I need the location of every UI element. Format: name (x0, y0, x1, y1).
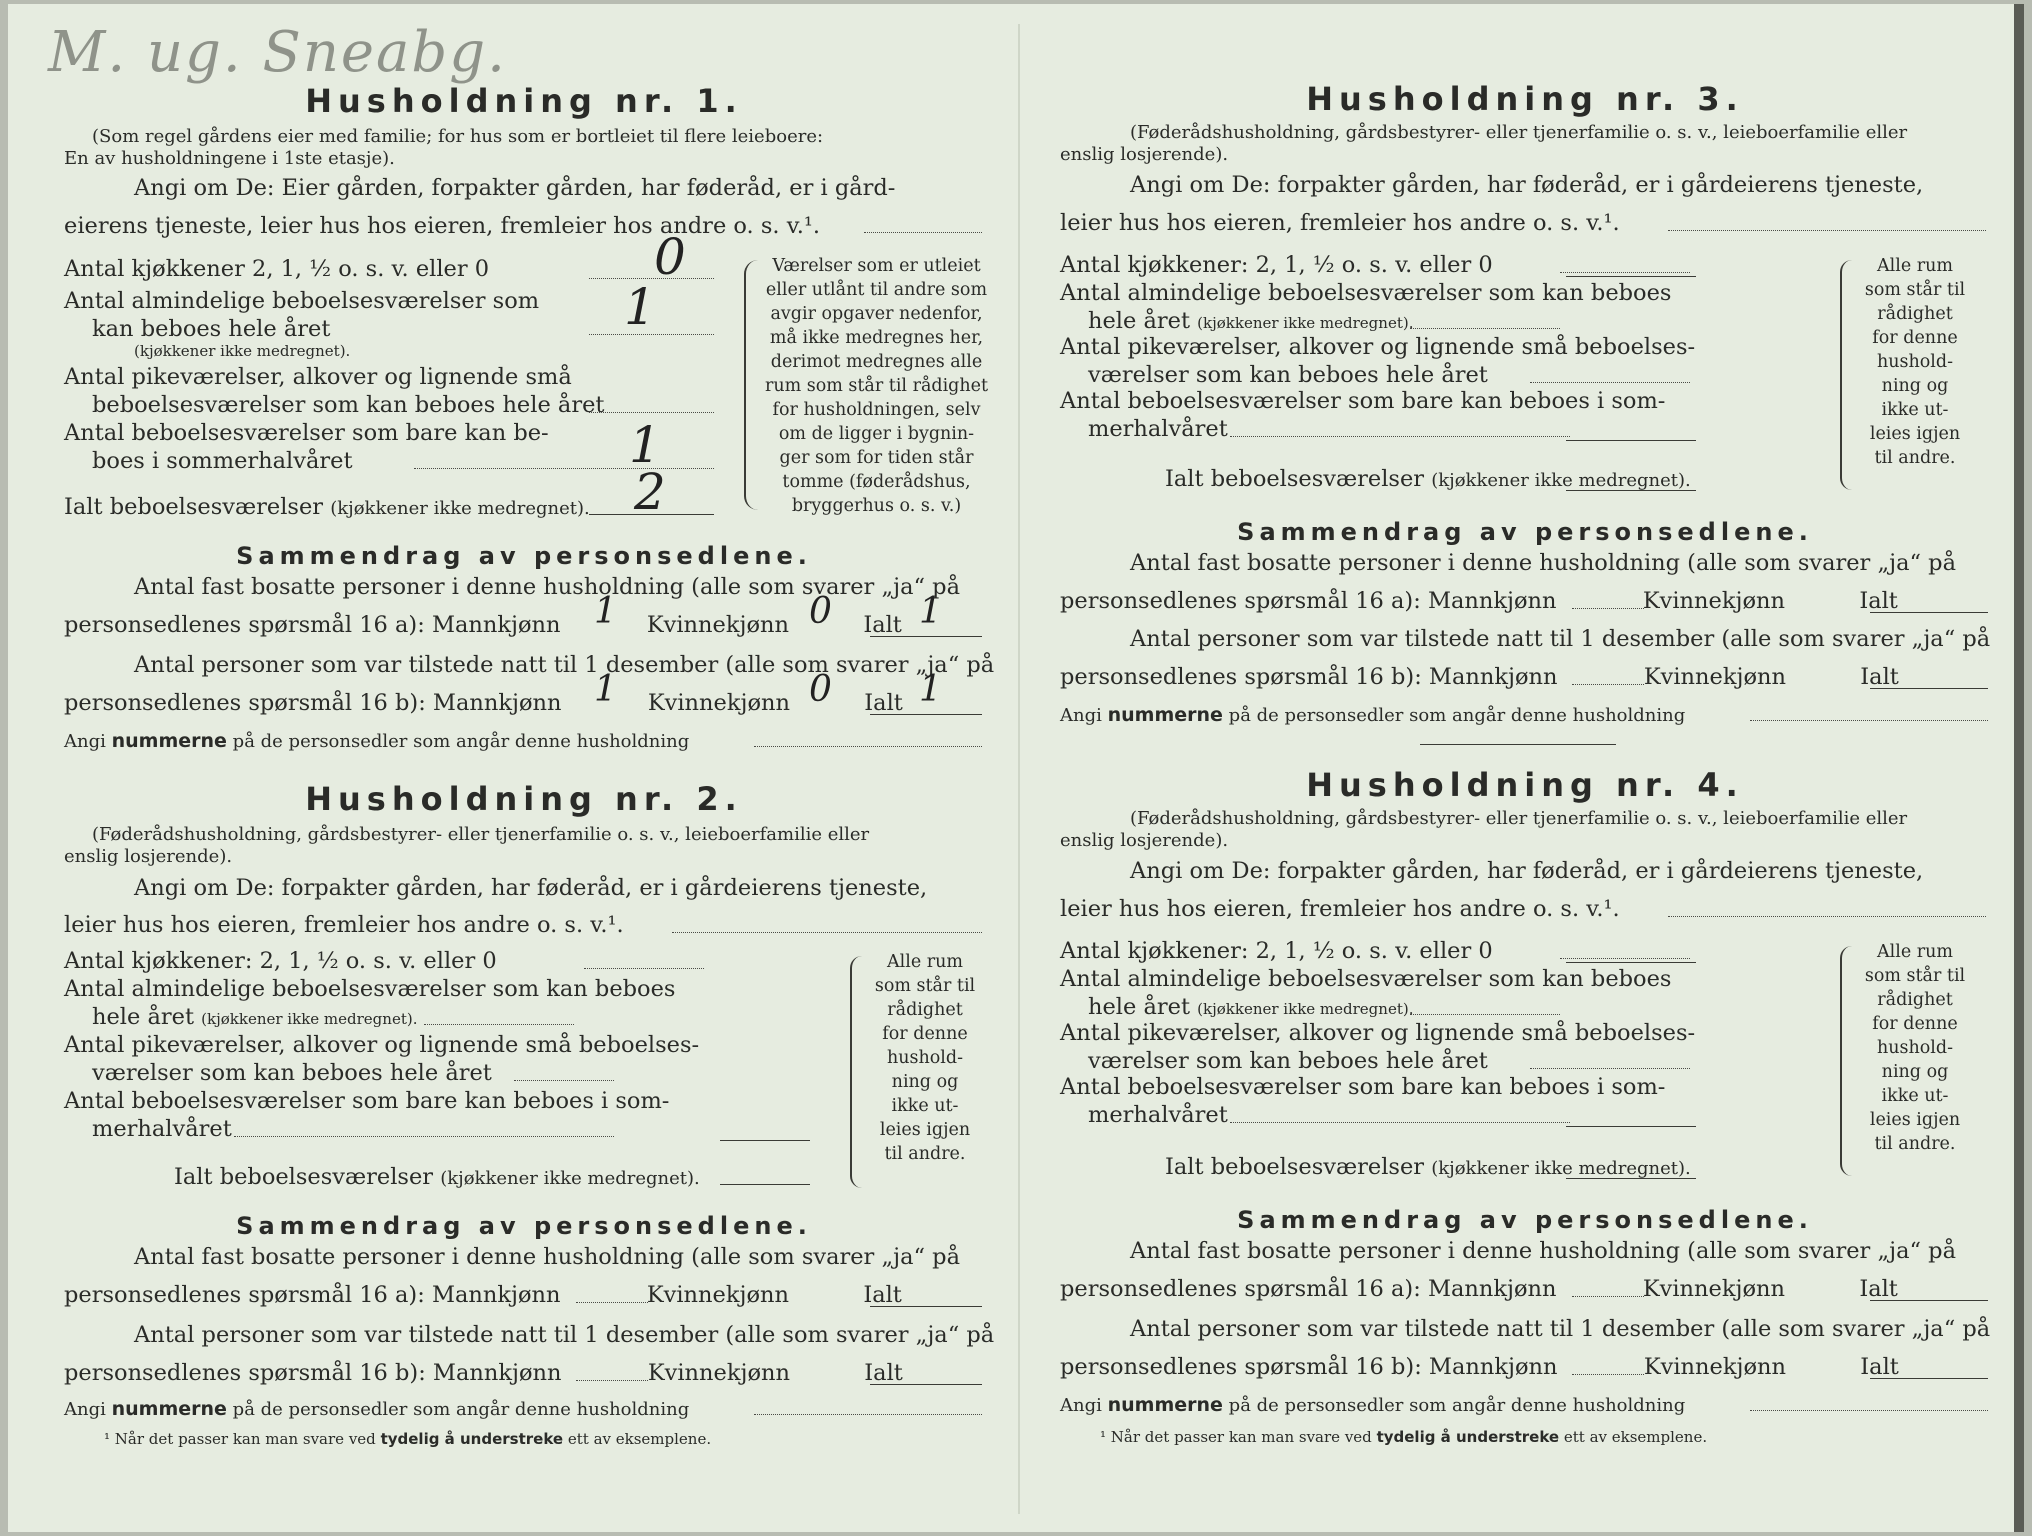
q-ialt-label: Ialt beboelsesværelser (64, 494, 324, 520)
answer-line (1668, 916, 1986, 917)
q-pikevaerelser: Antal pikeværelser, alkover og lignende små beboelses- (1060, 1020, 1696, 1046)
angi-bold: nummerne (111, 1398, 227, 1420)
summary-question: personsedlenes spørsmål 16 a): Mannkjønn (64, 1282, 561, 1308)
q-almindelige-text: hele året (1088, 994, 1190, 1020)
summary-line (64, 1362, 903, 1385)
answer-line (1560, 272, 1690, 273)
q-ialt-note: (kjøkkener ikke medregnet). (1431, 470, 1691, 491)
summary-line: Antal fast bosatte personer i denne husholdning (alle som svarer „ja“ på (1130, 550, 1956, 576)
ialt-label: Ialt (864, 690, 903, 716)
summary-question: personsedlenes spørsmål 16 b): Mannkjønn (64, 1360, 562, 1386)
q-sommer: merhalvåret (92, 1116, 232, 1142)
angi-text: på de personsedler som angår denne husholdning (1228, 705, 1686, 726)
q-sommer: Antal beboelsesværelser som bare kan beboes i som- (1060, 388, 1666, 414)
kvinne-label: Kvinnekjønn (1642, 1276, 1785, 1302)
section-separator (1420, 744, 1616, 745)
summary-line: Antal personer som var tilstede natt til 1 desember (alle som svarer „ja“ på (134, 1322, 995, 1348)
intro-line: (Føderådshusholdning, gårdsbestyrer- eller tjenerfamilie o. s. v., leieboerfamilie eller (1130, 808, 1908, 829)
q-pikevaerelser: værelser som kan beboes hele året (1088, 1048, 1488, 1074)
q-ialt (1165, 1156, 1691, 1179)
angi-text: Angi (64, 731, 106, 752)
intro-line: En av husholdningene i 1ste etasje). (64, 148, 395, 169)
summary-line (64, 692, 903, 715)
answer-line (720, 1184, 810, 1185)
footnote (104, 1430, 711, 1448)
handwritten-value: 1 (594, 591, 617, 632)
q-almindelige: kan beboes hele året (92, 316, 331, 342)
side-note: Alle rum som står til rådighet for denne hushold- ning og ikke ut- leies igjen til andre. (1864, 256, 1966, 468)
summary-line (1060, 590, 1898, 613)
angi-bold: nummerne (1107, 1394, 1223, 1416)
q-ialt-label: Ialt beboelsesværelser (1165, 466, 1425, 492)
handwritten-value: 1 (629, 416, 661, 474)
answer-line (1230, 436, 1570, 437)
answer-line (864, 232, 982, 233)
handwritten-value: 1 (919, 591, 942, 632)
q-sommer: Antal beboelsesværelser som bare kan be- (64, 420, 549, 446)
angi-text: på de personsedler som angår denne husholdning (232, 731, 690, 752)
ialt-label: Ialt (863, 612, 902, 638)
summary-question: personsedlenes spørsmål 16 b): Mannkjønn (1060, 1354, 1558, 1380)
summary-question: personsedlenes spørsmål 16 a): Mannkjønn (1060, 1276, 1557, 1302)
answer-line (754, 746, 982, 747)
handwritten-value: 2 (634, 463, 666, 521)
q-ialt-label: Ialt beboelsesværelser (174, 1164, 434, 1190)
answer-line (672, 932, 982, 933)
q-almindelige (1088, 310, 1413, 333)
summary-question: personsedlenes spørsmål 16 a): Mannkjønn (1060, 588, 1557, 614)
kvinne-label: Kvinnekjønn (647, 1360, 790, 1386)
angi-text: Angi (1060, 705, 1102, 726)
intro-line: enslig losjerende). (64, 846, 233, 867)
answer-line (1572, 608, 1644, 609)
ialt-label: Ialt (1859, 588, 1898, 614)
summary-line: Antal personer som var tilstede natt til 1 desember (alle som svarer „ja“ på (134, 652, 995, 678)
answer-line (1230, 1122, 1570, 1123)
kvinne-label: Kvinnekjønn (646, 1282, 789, 1308)
side-note: Værelser som er utleiet eller utlånt til andre som avgir opgaver nedenfor, må ikke medregnes her, derimot medregnes alle rum som står til rådighet for husholdningen, selv om de ligger i bygnin- ger som for tiden står tomme (føderådshus, bryggerhus o. s. v.) (764, 256, 989, 516)
answer-line (1572, 1374, 1644, 1375)
answer-line (1870, 612, 1988, 613)
angi-nummerne (64, 732, 689, 751)
summary-title: Sammendrag av personsedlene. (1237, 1206, 1813, 1234)
side-note: Alle rum som står til rådighet for denne hushold- ning og ikke ut- leies igjen til andre. (874, 952, 976, 1164)
answer-line (1530, 382, 1690, 383)
answer-line (1410, 1014, 1560, 1015)
summary-line (1060, 1356, 1899, 1379)
answer-line (1750, 720, 1988, 721)
ialt-label: Ialt (1859, 1276, 1898, 1302)
answer-line (870, 1384, 982, 1385)
answer-line (1566, 1126, 1696, 1127)
angi-bold: nummerne (1107, 704, 1223, 726)
answer-line (576, 1302, 648, 1303)
answer-line (234, 1136, 614, 1137)
q-kjokkener: Antal kjøkkener 2, 1, ½ o. s. v. eller 0 (64, 256, 490, 282)
intro-line: (Føderådshusholdning, gårdsbestyrer- eller tjenerfamilie o. s. v., leieboerfamilie eller (1130, 122, 1908, 143)
answer-line (870, 1306, 982, 1307)
household-1 (64, 82, 995, 762)
q-ialt-label: Ialt beboelsesværelser (1165, 1154, 1425, 1180)
household-4 (1060, 766, 1990, 1466)
intro-line: (Som regel gårdens eier med familie; for hus som er bortleiet til flere leieboere: (92, 126, 824, 147)
answer-line (1870, 1378, 1988, 1379)
summary-question: personsedlenes spørsmål 16 b): Mannkjønn (64, 690, 562, 716)
page-fold (1018, 24, 1020, 1514)
answer-line (1566, 440, 1696, 441)
handwritten-value: 0 (654, 228, 686, 286)
answer-line (754, 1414, 982, 1415)
q-sommer: boes i sommerhalvåret (92, 448, 353, 474)
footnote-text: Når det passer kan man svare ved (114, 1430, 376, 1448)
household-2-title: Husholdning nr. 2. (305, 780, 743, 818)
q-pikevaerelser: værelser som kan beboes hele året (92, 1060, 492, 1086)
handwritten-margin-note: M. ug. Sneabg. (48, 20, 507, 85)
q-almindelige-note: (kjøkkener ikke medregnet). (134, 342, 351, 360)
q-kjokkener: Antal kjøkkener: 2, 1, ½ o. s. v. eller 0 (1060, 938, 1493, 964)
q-sommer: Antal beboelsesværelser som bare kan beboes i som- (64, 1088, 670, 1114)
q-almindelige: Antal almindelige beboelsesværelser som kan beboes (64, 976, 676, 1002)
answer-line (870, 636, 982, 637)
q-almindelige-note: (kjøkkener ikke medregnet). (1197, 1000, 1414, 1018)
summary-line: Antal personer som var tilstede natt til 1 desember (alle som svarer „ja“ på (1130, 626, 1991, 652)
answer-line (1530, 1068, 1690, 1069)
answer-line (1566, 276, 1696, 277)
handwritten-value: 0 (809, 669, 832, 710)
household-1-title: Husholdning nr. 1. (305, 82, 743, 120)
answer-line (1410, 328, 1560, 329)
angi-line: leier hus hos eieren, fremleier hos andre o. s. v.¹. (64, 912, 624, 938)
q-ialt-note: (kjøkkener ikke medregnet). (1431, 1158, 1691, 1179)
angi-line: Angi om De: forpakter gården, har føderåd, er i gårdeierens tjeneste, (1130, 172, 1924, 198)
footnote (1100, 1428, 1707, 1446)
q-almindelige-note: (kjøkkener ikke medregnet). (1197, 314, 1414, 332)
kvinne-label: Kvinnekjønn (647, 690, 790, 716)
q-ialt (64, 496, 590, 519)
handwritten-value: 1 (594, 669, 617, 710)
kvinne-label: Kvinnekjønn (1643, 1354, 1786, 1380)
summary-line: Antal fast bosatte personer i denne husholdning (alle som svarer „ja“ på (134, 1244, 960, 1270)
side-note: Alle rum som står til rådighet for denne hushold- ning og ikke ut- leies igjen til andre. (1864, 942, 1966, 1154)
angi-line: leier hus hos eieren, fremleier hos andre o. s. v.¹. (1060, 896, 1620, 922)
footnote-text: Når det passer kan man svare ved (1110, 1428, 1372, 1446)
q-kjokkener: Antal kjøkkener: 2, 1, ½ o. s. v. eller 0 (1060, 252, 1493, 278)
summary-title: Sammendrag av personsedlene. (236, 542, 812, 570)
answer-line (1566, 1178, 1696, 1179)
intro-line: (Føderådshusholdning, gårdsbestyrer- eller tjenerfamilie o. s. v., leieboerfamilie eller (92, 824, 870, 845)
answer-line (1870, 688, 1988, 689)
census-form-sheet (8, 4, 2024, 1532)
summary-question: personsedlenes spørsmål 16 b): Mannkjønn (1060, 664, 1558, 690)
q-almindelige: Antal almindelige beboelsesværelser som (64, 288, 540, 314)
footnote-bold: tydelig å understreke (380, 1430, 564, 1448)
q-sommer: Antal beboelsesværelser som bare kan beboes i som- (1060, 1074, 1666, 1100)
intro-line: enslig losjerende). (1060, 144, 1229, 165)
angi-nummerne (1060, 706, 1685, 725)
summary-title: Sammendrag av personsedlene. (236, 1212, 812, 1240)
answer-line (1572, 684, 1644, 685)
q-sommer: merhalvåret (1088, 416, 1228, 442)
q-kjokkener: Antal kjøkkener: 2, 1, ½ o. s. v. eller 0 (64, 948, 497, 974)
household-2 (64, 780, 995, 1480)
angi-text: Angi (1060, 1395, 1102, 1416)
summary-line: Antal fast bosatte personer i denne husholdning (alle som svarer „ja“ på (1130, 1238, 1956, 1264)
q-pikevaerelser: Antal pikeværelser, alkover og lignende små beboelses- (64, 1032, 700, 1058)
angi-nummerne (1060, 1396, 1685, 1415)
summary-line: Antal personer som var tilstede natt til 1 desember (alle som svarer „ja“ på (1130, 1316, 1991, 1342)
kvinne-label: Kvinnekjønn (646, 612, 789, 638)
angi-nummerne (64, 1400, 689, 1419)
household-3-title: Husholdning nr. 3. (1306, 80, 1744, 118)
summary-line (64, 614, 902, 637)
q-almindelige (92, 1006, 417, 1029)
q-ialt (174, 1166, 700, 1189)
footnote-mark: ¹ (1100, 1428, 1107, 1446)
intro-line: enslig losjerende). (1060, 830, 1229, 851)
angi-text: Angi (64, 1399, 106, 1420)
answer-line (584, 968, 704, 969)
household-4-title: Husholdning nr. 4. (1306, 766, 1744, 804)
angi-text: på de personsedler som angår denne husholdning (1228, 1395, 1686, 1416)
ialt-label: Ialt (863, 1282, 902, 1308)
kvinne-label: Kvinnekjønn (1643, 664, 1786, 690)
summary-line (64, 1284, 902, 1307)
answer-line (1566, 962, 1696, 963)
household-3 (1060, 80, 1990, 740)
ialt-label: Ialt (1860, 664, 1899, 690)
q-pikevaerelser: beboelsesværelser som kan beboes hele året (92, 392, 605, 418)
q-pikevaerelser: værelser som kan beboes hele året (1088, 362, 1488, 388)
q-pikevaerelser: Antal pikeværelser, alkover og lignende små (64, 364, 572, 390)
answer-line (1566, 490, 1696, 491)
q-ialt-note: (kjøkkener ikke medregnet). (440, 1168, 700, 1189)
handwritten-value: 1 (624, 278, 656, 336)
summary-title: Sammendrag av personsedlene. (1237, 518, 1813, 546)
q-pikevaerelser: Antal pikeværelser, alkover og lignende små beboelses- (1060, 334, 1696, 360)
ialt-label: Ialt (864, 1360, 903, 1386)
footnote-text: ett av eksemplene. (1563, 1428, 1708, 1446)
summary-question: personsedlenes spørsmål 16 a): Mannkjønn (64, 612, 561, 638)
q-almindelige (1088, 996, 1413, 1019)
footnote-mark: ¹ (104, 1430, 111, 1448)
answer-line (1668, 230, 1986, 231)
footnote-bold: tydelig å understreke (1376, 1428, 1560, 1446)
kvinne-label: Kvinnekjønn (1642, 588, 1785, 614)
q-ialt (1165, 468, 1691, 491)
angi-line: Angi om De: forpakter gården, har føderåd, er i gårdeierens tjeneste, (134, 875, 928, 901)
handwritten-value: 0 (809, 591, 832, 632)
ialt-label: Ialt (1860, 1354, 1899, 1380)
answer-line (424, 1024, 574, 1025)
q-almindelige-note: (kjøkkener ikke medregnet). (201, 1010, 418, 1028)
q-ialt-note: (kjøkkener ikke medregnet). (330, 498, 590, 519)
answer-line (589, 412, 714, 413)
angi-text: på de personsedler som angår denne husholdning (232, 1399, 690, 1420)
answer-line (1870, 1300, 1988, 1301)
handwritten-value: 1 (919, 669, 942, 710)
answer-line (576, 1380, 648, 1381)
angi-line: Angi om De: Eier gården, forpakter gården, har føderåd, er i gård- (134, 175, 896, 201)
angi-line: leier hus hos eieren, fremleier hos andre o. s. v.¹. (1060, 210, 1620, 236)
q-almindelige: Antal almindelige beboelsesværelser som kan beboes (1060, 966, 1672, 992)
q-almindelige-text: hele året (92, 1004, 194, 1030)
answer-line (514, 1080, 614, 1081)
angi-bold: nummerne (111, 730, 227, 752)
angi-line: Angi om De: forpakter gården, har føderåd, er i gårdeierens tjeneste, (1130, 858, 1924, 884)
angi-line: eierens tjeneste, leier hus hos eieren, fremleier hos andre o. s. v.¹. (64, 213, 821, 239)
answer-line (1572, 1296, 1644, 1297)
answer-line (414, 468, 714, 469)
summary-line (1060, 1278, 1898, 1301)
scan-edge (2014, 4, 2024, 1532)
answer-line (720, 1140, 810, 1141)
q-sommer: merhalvåret (1088, 1102, 1228, 1128)
answer-line (870, 714, 982, 715)
footnote-text: ett av eksemplene. (567, 1430, 712, 1448)
answer-line (1750, 1410, 1988, 1411)
q-almindelige-text: hele året (1088, 308, 1190, 334)
answer-line (1560, 958, 1690, 959)
summary-line (1060, 666, 1899, 689)
summary-line: Antal fast bosatte personer i denne husholdning (alle som svarer „ja“ på (134, 574, 960, 600)
q-almindelige: Antal almindelige beboelsesværelser som kan beboes (1060, 280, 1672, 306)
